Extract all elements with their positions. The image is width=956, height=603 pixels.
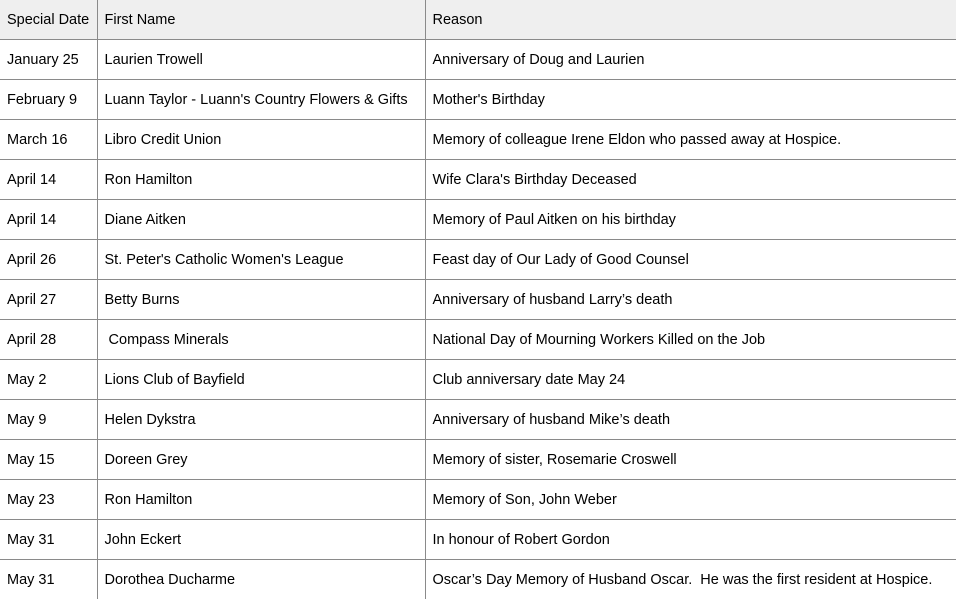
table-row [0,40,956,80]
cell-first-name: John Eckert [97,520,425,560]
header-first-name: First Name [97,0,425,40]
cell-reason: Club anniversary date May 24 [425,360,956,400]
cell-reason: Anniversary of husband Larry’s death [425,280,956,320]
table-row [0,520,956,560]
cell-first-name: Dorothea Ducharme [97,560,425,600]
table-row [0,560,956,600]
cell-special-date: May 31 [0,520,97,560]
table-row [0,360,956,400]
cell-special-date: February 9 [0,80,97,120]
cell-reason: In honour of Robert Gordon [425,520,956,560]
cell-special-date: April 14 [0,160,97,200]
header-reason: Reason [425,0,956,40]
header-row [0,0,956,40]
table-row [0,320,956,360]
cell-special-date: April 26 [0,240,97,280]
cell-special-date: March 16 [0,120,97,160]
table-row [0,240,956,280]
cell-first-name: Luann Taylor - Luann's Country Flowers & Gifts [97,80,425,120]
cell-first-name: Betty Burns [97,280,425,320]
cell-reason: Wife Clara's Birthday Deceased [425,160,956,200]
cell-first-name: Diane Aitken [97,200,425,240]
cell-reason: Anniversary of husband Mike’s death [425,400,956,440]
cell-first-name: Libro Credit Union [97,120,425,160]
cell-special-date: April 28 [0,320,97,360]
cell-reason: Mother's Birthday [425,80,956,120]
table-row [0,280,956,320]
cell-special-date: May 31 [0,560,97,600]
header-special-date: Special Date [0,0,97,40]
cell-special-date: April 27 [0,280,97,320]
cell-reason: Memory of sister, Rosemarie Croswell [425,440,956,480]
cell-special-date: May 9 [0,400,97,440]
table-row [0,120,956,160]
cell-reason: Anniversary of Doug and Laurien [425,40,956,80]
cell-reason: Memory of Son, John Weber [425,480,956,520]
cell-special-date: May 2 [0,360,97,400]
table-row [0,400,956,440]
cell-first-name: St. Peter's Catholic Women's League [97,240,425,280]
cell-first-name: Lions Club of Bayfield [97,360,425,400]
table-row [0,160,956,200]
cell-reason: Oscar’s Day Memory of Husband Oscar. He was the first resident at Hospice. [425,560,956,600]
table-row [0,480,956,520]
table-row [0,80,956,120]
cell-reason: Memory of colleague Irene Eldon who passed away at Hospice. [425,120,956,160]
cell-reason: National Day of Mourning Workers Killed on the Job [425,320,956,360]
cell-special-date: January 25 [0,40,97,80]
table-row [0,200,956,240]
cell-first-name: Laurien Trowell [97,40,425,80]
cell-reason: Memory of Paul Aitken on his birthday [425,200,956,240]
cell-special-date: May 23 [0,480,97,520]
cell-special-date: May 15 [0,440,97,480]
cell-special-date: April 14 [0,200,97,240]
cell-first-name: Ron Hamilton [97,160,425,200]
cell-first-name: Ron Hamilton [97,480,425,520]
cell-first-name: Doreen Grey [97,440,425,480]
cell-first-name: Helen Dykstra [97,400,425,440]
cell-first-name: Compass Minerals [97,320,425,360]
table-row [0,440,956,480]
cell-reason: Feast day of Our Lady of Good Counsel [425,240,956,280]
